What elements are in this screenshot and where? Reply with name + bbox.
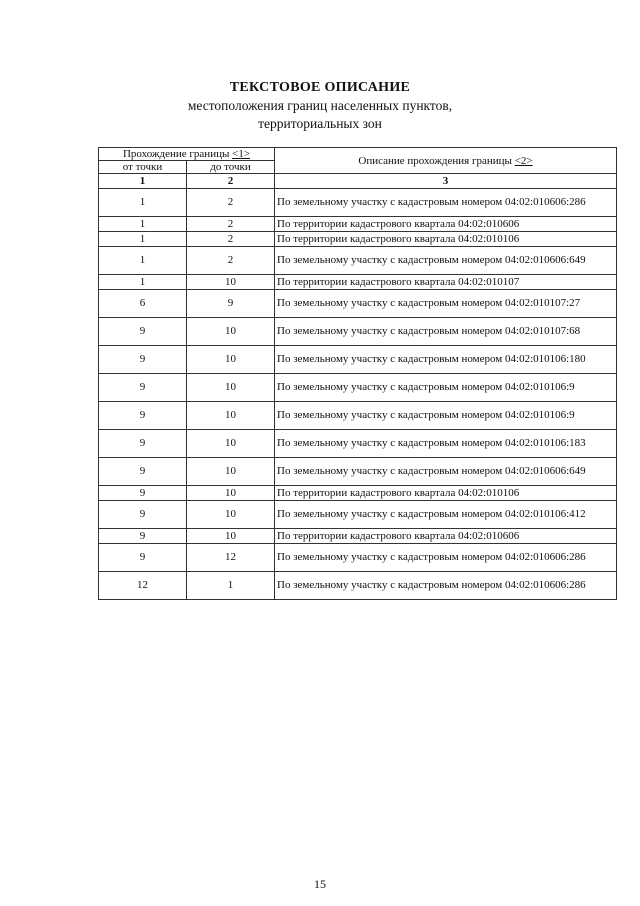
- to-point-cell: 2: [187, 232, 275, 247]
- from-point-cell: 1: [99, 189, 187, 217]
- header-to-point: до точки: [187, 161, 275, 174]
- table-row: [99, 290, 617, 318]
- to-point-cell: 10: [187, 529, 275, 544]
- from-point-cell: 12: [99, 572, 187, 600]
- description-cell: По земельному участку с кадастровым номером 04:02:010107:68: [275, 318, 617, 346]
- footnote-ref-1: <1>: [232, 148, 251, 160]
- from-point-cell: 9: [99, 501, 187, 529]
- description-cell: По земельному участку с кадастровым номером 04:02:010606:286: [275, 544, 617, 572]
- to-point-cell: 10: [187, 275, 275, 290]
- description-cell: По земельному участку с кадастровым номером 04:02:010106:180: [275, 346, 617, 374]
- table-row: [99, 318, 617, 346]
- document-title: ТЕКСТОВОЕ ОПИСАНИЕ: [229, 80, 411, 95]
- table-body: [99, 189, 617, 600]
- column-number-row: [99, 174, 617, 189]
- description-cell: По территории кадастрового квартала 04:02:010106: [275, 486, 617, 501]
- table-row: [99, 458, 617, 486]
- table-row: [99, 247, 617, 275]
- to-point-cell: 9: [187, 290, 275, 318]
- from-point-cell: 9: [99, 458, 187, 486]
- from-point-cell: 1: [99, 217, 187, 232]
- description-cell: По земельному участку с кадастровым номером 04:02:010606:286: [275, 189, 617, 217]
- description-cell: По земельному участку с кадастровым номером 04:02:010606:649: [275, 458, 617, 486]
- boundary-description-table: [98, 147, 617, 600]
- to-point-cell: 2: [187, 217, 275, 232]
- description-cell: По земельному участку с кадастровым номером 04:02:010106:183: [275, 430, 617, 458]
- description-cell: По земельному участку с кадастровым номером 04:02:010106:412: [275, 501, 617, 529]
- from-point-cell: 1: [99, 275, 187, 290]
- column-number: 2: [187, 174, 275, 189]
- to-point-cell: 10: [187, 486, 275, 501]
- from-point-cell: 1: [99, 232, 187, 247]
- to-point-cell: 1: [187, 572, 275, 600]
- table-row: [99, 374, 617, 402]
- to-point-cell: 2: [187, 247, 275, 275]
- table-row: [99, 430, 617, 458]
- to-point-cell: 10: [187, 501, 275, 529]
- table-row: [99, 501, 617, 529]
- to-point-cell: 12: [187, 544, 275, 572]
- description-cell: По территории кадастрового квартала 04:02:010606: [275, 529, 617, 544]
- header-boundary-passage: Прохождение границы <1>: [99, 148, 275, 161]
- table-row: [99, 217, 617, 232]
- header-from-point: от точки: [99, 161, 187, 174]
- table-row: [99, 275, 617, 290]
- table-row: [99, 232, 617, 247]
- table-header-row: [99, 148, 617, 161]
- description-cell: По территории кадастрового квартала 04:02:010106: [275, 232, 617, 247]
- from-point-cell: 9: [99, 374, 187, 402]
- table-row: [99, 346, 617, 374]
- to-point-cell: 10: [187, 458, 275, 486]
- table-row: [99, 189, 617, 217]
- footnote-ref-2: <2>: [514, 154, 533, 167]
- description-cell: По земельному участку с кадастровым номером 04:02:010107:27: [275, 290, 617, 318]
- description-cell: По земельному участку с кадастровым номером 04:02:010606:286: [275, 572, 617, 600]
- from-point-cell: 9: [99, 430, 187, 458]
- table-row: [99, 402, 617, 430]
- table-row: [99, 529, 617, 544]
- from-point-cell: 9: [99, 486, 187, 501]
- document-subtitle-line2: территориальных зон: [258, 116, 382, 131]
- table-row: [99, 572, 617, 600]
- description-cell: По земельному участку с кадастровым номером 04:02:010106:9: [275, 402, 617, 430]
- from-point-cell: 1: [99, 247, 187, 275]
- to-point-cell: 10: [187, 374, 275, 402]
- to-point-cell: 2: [187, 189, 275, 217]
- description-cell: По земельному участку с кадастровым номером 04:02:010106:9: [275, 374, 617, 402]
- to-point-cell: 10: [187, 402, 275, 430]
- table-row: [99, 486, 617, 501]
- from-point-cell: 9: [99, 318, 187, 346]
- description-cell: По земельному участку с кадастровым номером 04:02:010606:649: [275, 247, 617, 275]
- from-point-cell: 9: [99, 402, 187, 430]
- table-row: [99, 544, 617, 572]
- from-point-cell: 9: [99, 544, 187, 572]
- to-point-cell: 10: [187, 346, 275, 374]
- column-number: 3: [275, 174, 617, 189]
- page-number: 15: [314, 877, 326, 891]
- from-point-cell: 9: [99, 346, 187, 374]
- from-point-cell: 6: [99, 290, 187, 318]
- to-point-cell: 10: [187, 318, 275, 346]
- description-cell: По территории кадастрового квартала 04:02:010107: [275, 275, 617, 290]
- to-point-cell: 10: [187, 430, 275, 458]
- from-point-cell: 9: [99, 529, 187, 544]
- document-subtitle-line1: местоположения границ населенных пунктов,: [187, 98, 453, 113]
- column-number: 1: [99, 174, 187, 189]
- description-cell: По территории кадастрового квартала 04:02:010606: [275, 217, 617, 232]
- header-description: Описание прохождения границы <2>: [275, 148, 617, 174]
